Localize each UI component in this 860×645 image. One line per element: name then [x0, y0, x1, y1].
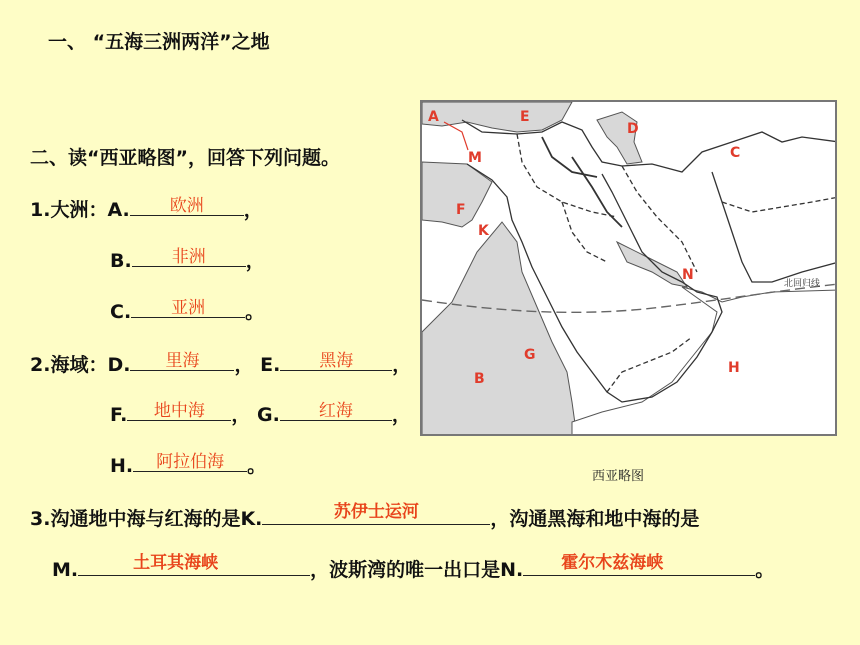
- arabian-sea-area: [572, 287, 837, 436]
- comma: ，: [231, 404, 251, 426]
- map-caption: 西亚略图: [592, 469, 645, 484]
- q3-part2: ，沟通黑海和地中海的是: [490, 508, 700, 530]
- answer-blank-k[interactable]: [262, 504, 490, 525]
- section1-title: 一、 “五海三洲两洋”之地: [48, 31, 270, 53]
- answer-blank-e[interactable]: [280, 350, 392, 371]
- label-b: B.: [110, 250, 132, 272]
- answer-blank-a[interactable]: [130, 195, 244, 216]
- q3-part1: 3.沟通地中海与红海的是K.: [30, 508, 263, 530]
- map-label-d: D: [627, 121, 639, 137]
- q3-part3: ，波斯湾的唯一出口是N.: [310, 559, 524, 581]
- q1-prefix: 1.大洲：: [30, 199, 108, 221]
- q2-prefix: 2.海域：: [30, 354, 108, 376]
- answer-a: 欧洲: [169, 196, 204, 216]
- tropic-label: 北回归线: [784, 279, 821, 289]
- label-d: D.: [107, 354, 131, 376]
- q3-row-1: [30, 504, 699, 531]
- answer-blank-n[interactable]: [523, 555, 755, 576]
- west-asia-map: [420, 100, 837, 436]
- q1-row-a: [30, 195, 263, 222]
- map-label-h: H: [728, 360, 740, 376]
- label-a: A.: [107, 199, 130, 221]
- map-label-n: N: [682, 267, 694, 283]
- answer-c: 亚洲: [171, 298, 206, 318]
- map-label-b: B: [474, 371, 485, 387]
- answer-blank-f[interactable]: [127, 400, 231, 421]
- answer-f: 地中海: [153, 401, 205, 421]
- section2-title: 二、读“西亚略图”，回答下列问题。: [30, 147, 340, 169]
- label-e: E.: [260, 354, 281, 376]
- comma: ，: [392, 354, 412, 376]
- label-h: H.: [110, 455, 134, 477]
- q2-row-de: [30, 350, 411, 377]
- map-label-e: E: [520, 109, 530, 125]
- answer-blank-m[interactable]: [78, 555, 310, 576]
- map-label-m: M: [468, 150, 482, 166]
- answer-h: 阿拉伯海: [156, 452, 225, 472]
- answer-g: 红海: [318, 401, 353, 421]
- answer-blank-g[interactable]: [280, 400, 392, 421]
- period: 。: [755, 559, 775, 581]
- comma: ，: [391, 404, 411, 426]
- black-sea-area: [422, 102, 572, 132]
- africa-land-area: [422, 222, 577, 436]
- answer-k: 苏伊士运河: [333, 502, 419, 522]
- answer-e: 黑海: [319, 351, 354, 371]
- label-f: F.: [110, 404, 128, 426]
- m-pointer-line: [444, 122, 468, 150]
- persian-gulf-area: [617, 242, 687, 287]
- q2-row-fg: [110, 400, 411, 427]
- comma: ，: [243, 199, 263, 221]
- map-label-k: K: [478, 223, 489, 239]
- period: 。: [245, 301, 265, 323]
- label-g: G.: [257, 404, 280, 426]
- comma: ，: [245, 250, 265, 272]
- q1-row-c: [110, 297, 264, 324]
- q3-row-2: [52, 555, 774, 582]
- map-label-c: C: [730, 145, 741, 161]
- answer-blank-b[interactable]: [132, 246, 246, 267]
- answer-d: 里海: [165, 351, 200, 371]
- answer-blank-h[interactable]: [133, 451, 247, 472]
- map-drawing: [422, 102, 837, 436]
- q1-row-b: [110, 246, 265, 273]
- answer-blank-c[interactable]: [131, 297, 245, 318]
- caspian-area: [597, 112, 642, 164]
- period: 。: [247, 455, 267, 477]
- label-c: C.: [110, 301, 132, 323]
- map-label-a: A: [428, 109, 439, 125]
- comma: ，: [234, 354, 254, 376]
- q2-row-h: [110, 451, 266, 478]
- answer-n: 霍尔木兹海峡: [561, 553, 664, 573]
- answer-m: 土耳其海峡: [133, 553, 219, 573]
- map-label-g: G: [524, 347, 536, 363]
- label-m: M.: [52, 559, 79, 581]
- map-label-f: F: [456, 202, 466, 218]
- answer-blank-d[interactable]: [130, 350, 234, 371]
- answer-b: 非洲: [171, 247, 206, 267]
